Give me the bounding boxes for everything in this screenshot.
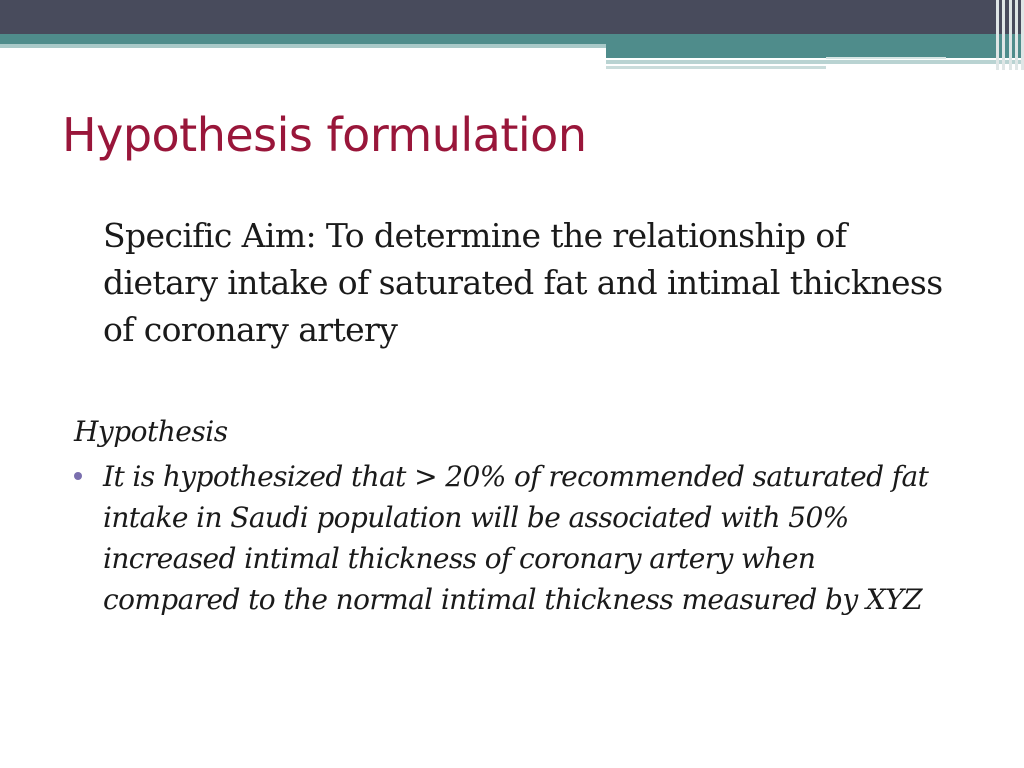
hypothesis-label: Hypothesis [74, 415, 228, 448]
hypothesis-list [74, 456, 974, 620]
header-accent-line [606, 66, 826, 69]
header-banner-dark [0, 0, 1024, 34]
specific-aim-text: Specific Aim: To determine the relationship of dietary intake of saturated fat and intimal thickness of coronary artery [103, 216, 943, 349]
slide-title: Hypothesis formulation [62, 108, 587, 162]
header-accent-line [606, 60, 1024, 64]
stripe [1015, 0, 1018, 70]
stripe [1009, 0, 1012, 70]
header-accent-line [826, 57, 946, 59]
stripe [1002, 0, 1005, 70]
header-banner-accent [0, 44, 606, 48]
header-banner-teal [0, 34, 1024, 44]
header-stripes [996, 0, 1024, 70]
stripe [996, 0, 999, 70]
bullet-icon [74, 472, 82, 480]
hypothesis-text: It is hypothesized that > 20% of recommended saturated fat intake in Saudi population will be associated with 50% increased intimal thickness of coronary artery when compared to the normal intimal thickness measured by XYZ [103, 460, 929, 616]
list-item [74, 456, 974, 620]
header-banner-step [606, 44, 1024, 58]
